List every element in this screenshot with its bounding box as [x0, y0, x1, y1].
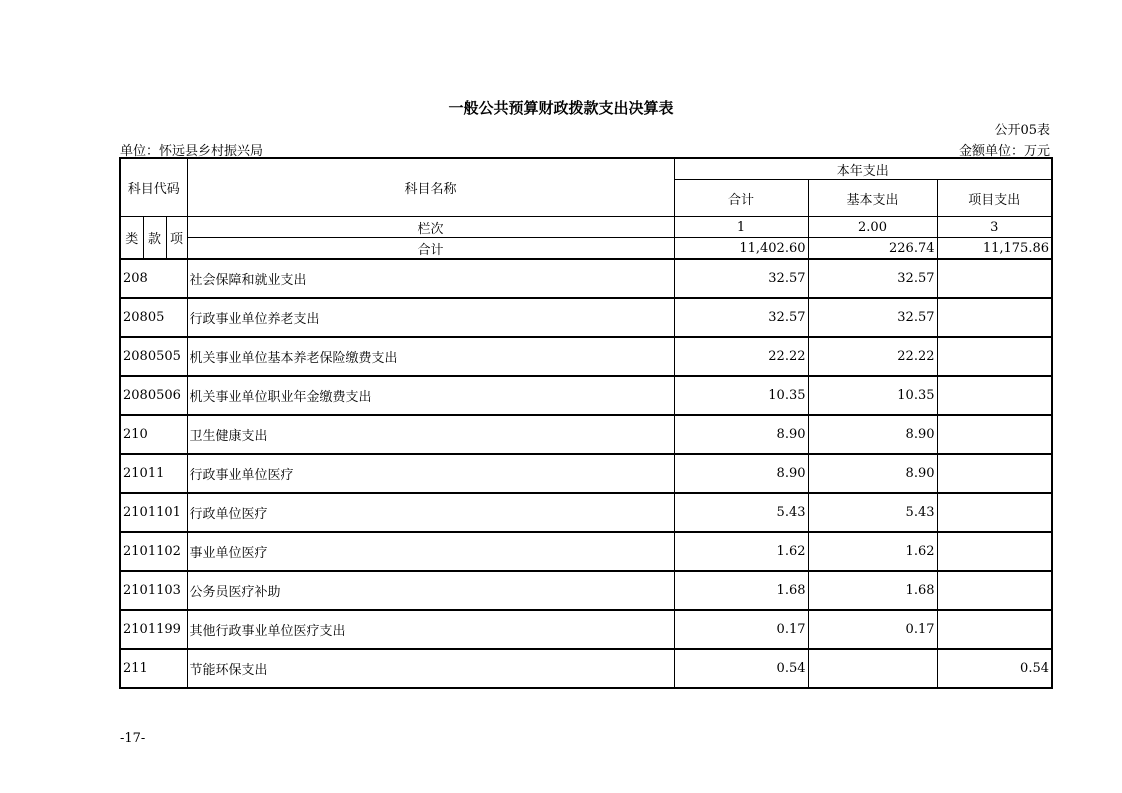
table-row — [120, 337, 1052, 376]
row-basic: 8.90 — [808, 454, 937, 493]
expenditure-table — [119, 157, 1053, 689]
table-row — [120, 298, 1052, 337]
row-project — [937, 259, 1052, 298]
row-name: 节能环保支出 — [187, 649, 674, 688]
total-row-project: 11,175.86 — [937, 238, 1052, 260]
class-header: 类 — [120, 217, 143, 260]
row-name: 行政单位医疗 — [187, 493, 674, 532]
row-name: 社会保障和就业支出 — [187, 259, 674, 298]
row-total: 5.43 — [674, 493, 808, 532]
row-basic: 8.90 — [808, 415, 937, 454]
col-number-2: 2.00 — [808, 217, 937, 238]
basic-col-header: 基本支出 — [808, 180, 937, 217]
row-name: 机关事业单位基本养老保险缴费支出 — [187, 337, 674, 376]
row-name: 机关事业单位职业年金缴费支出 — [187, 376, 674, 415]
subject-name-header: 科目名称 — [187, 158, 674, 217]
row-name: 行政事业单位养老支出 — [187, 298, 674, 337]
total-row-basic: 226.74 — [808, 238, 937, 260]
row-project — [937, 610, 1052, 649]
table-row — [120, 454, 1052, 493]
row-project — [937, 376, 1052, 415]
row-basic: 32.57 — [808, 259, 937, 298]
project-col-header: 项目支出 — [937, 180, 1052, 217]
row-code: 210 — [120, 415, 187, 454]
row-basic: 5.43 — [808, 493, 937, 532]
row-project — [937, 337, 1052, 376]
table-row — [120, 259, 1052, 298]
row-total: 32.57 — [674, 298, 808, 337]
total-row-label: 合计 — [187, 238, 674, 260]
row-code: 2080506 — [120, 376, 187, 415]
row-basic: 1.62 — [808, 532, 937, 571]
row-name: 其他行政事业单位医疗支出 — [187, 610, 674, 649]
row-basic: 1.68 — [808, 571, 937, 610]
row-project: 0.54 — [937, 649, 1052, 688]
item-header: 项 — [166, 217, 187, 260]
row-total: 0.54 — [674, 649, 808, 688]
row-project — [937, 532, 1052, 571]
row-name: 公务员医疗补助 — [187, 571, 674, 610]
col-number-1: 1 — [674, 217, 808, 238]
row-project — [937, 493, 1052, 532]
row-name: 行政事业单位医疗 — [187, 454, 674, 493]
row-code: 2101102 — [120, 532, 187, 571]
row-basic: 0.17 — [808, 610, 937, 649]
table-row — [120, 571, 1052, 610]
row-name: 卫生健康支出 — [187, 415, 674, 454]
subject-code-header: 科目代码 — [120, 158, 187, 217]
row-code: 2101199 — [120, 610, 187, 649]
row-basic: 32.57 — [808, 298, 937, 337]
row-code: 2101103 — [120, 571, 187, 610]
section-header: 款 — [143, 217, 166, 260]
table-code: 公开05表 — [994, 123, 1050, 138]
row-code: 2101101 — [120, 493, 187, 532]
row-total: 0.17 — [674, 610, 808, 649]
page-number: -17- — [120, 731, 146, 746]
page-title: 一般公共预算财政拨款支出决算表 — [448, 99, 674, 117]
row-total: 1.62 — [674, 532, 808, 571]
row-code: 211 — [120, 649, 187, 688]
row-basic — [808, 649, 937, 688]
unit-label: 单位：怀远县乡村振兴局 — [120, 144, 264, 159]
current-year-header: 本年支出 — [674, 158, 1052, 180]
table-row — [120, 649, 1052, 688]
row-total: 8.90 — [674, 454, 808, 493]
row-basic: 10.35 — [808, 376, 937, 415]
row-code: 2080505 — [120, 337, 187, 376]
row-project — [937, 571, 1052, 610]
row-code: 20805 — [120, 298, 187, 337]
col-number-3: 3 — [937, 217, 1052, 238]
row-basic: 22.22 — [808, 337, 937, 376]
table-row — [120, 415, 1052, 454]
row-total: 1.68 — [674, 571, 808, 610]
table-row — [120, 493, 1052, 532]
row-code: 208 — [120, 259, 187, 298]
row-label-header: 栏次 — [187, 217, 674, 238]
total-row-total: 11,402.60 — [674, 238, 808, 260]
amount-unit-label: 金额单位：万元 — [958, 144, 1050, 159]
row-project — [937, 298, 1052, 337]
table-row — [120, 376, 1052, 415]
table-row — [120, 610, 1052, 649]
row-total: 32.57 — [674, 259, 808, 298]
row-total: 8.90 — [674, 415, 808, 454]
row-name: 事业单位医疗 — [187, 532, 674, 571]
row-project — [937, 454, 1052, 493]
row-total: 10.35 — [674, 376, 808, 415]
row-code: 21011 — [120, 454, 187, 493]
total-col-header: 合计 — [674, 180, 808, 217]
row-project — [937, 415, 1052, 454]
table-row — [120, 532, 1052, 571]
row-total: 22.22 — [674, 337, 808, 376]
